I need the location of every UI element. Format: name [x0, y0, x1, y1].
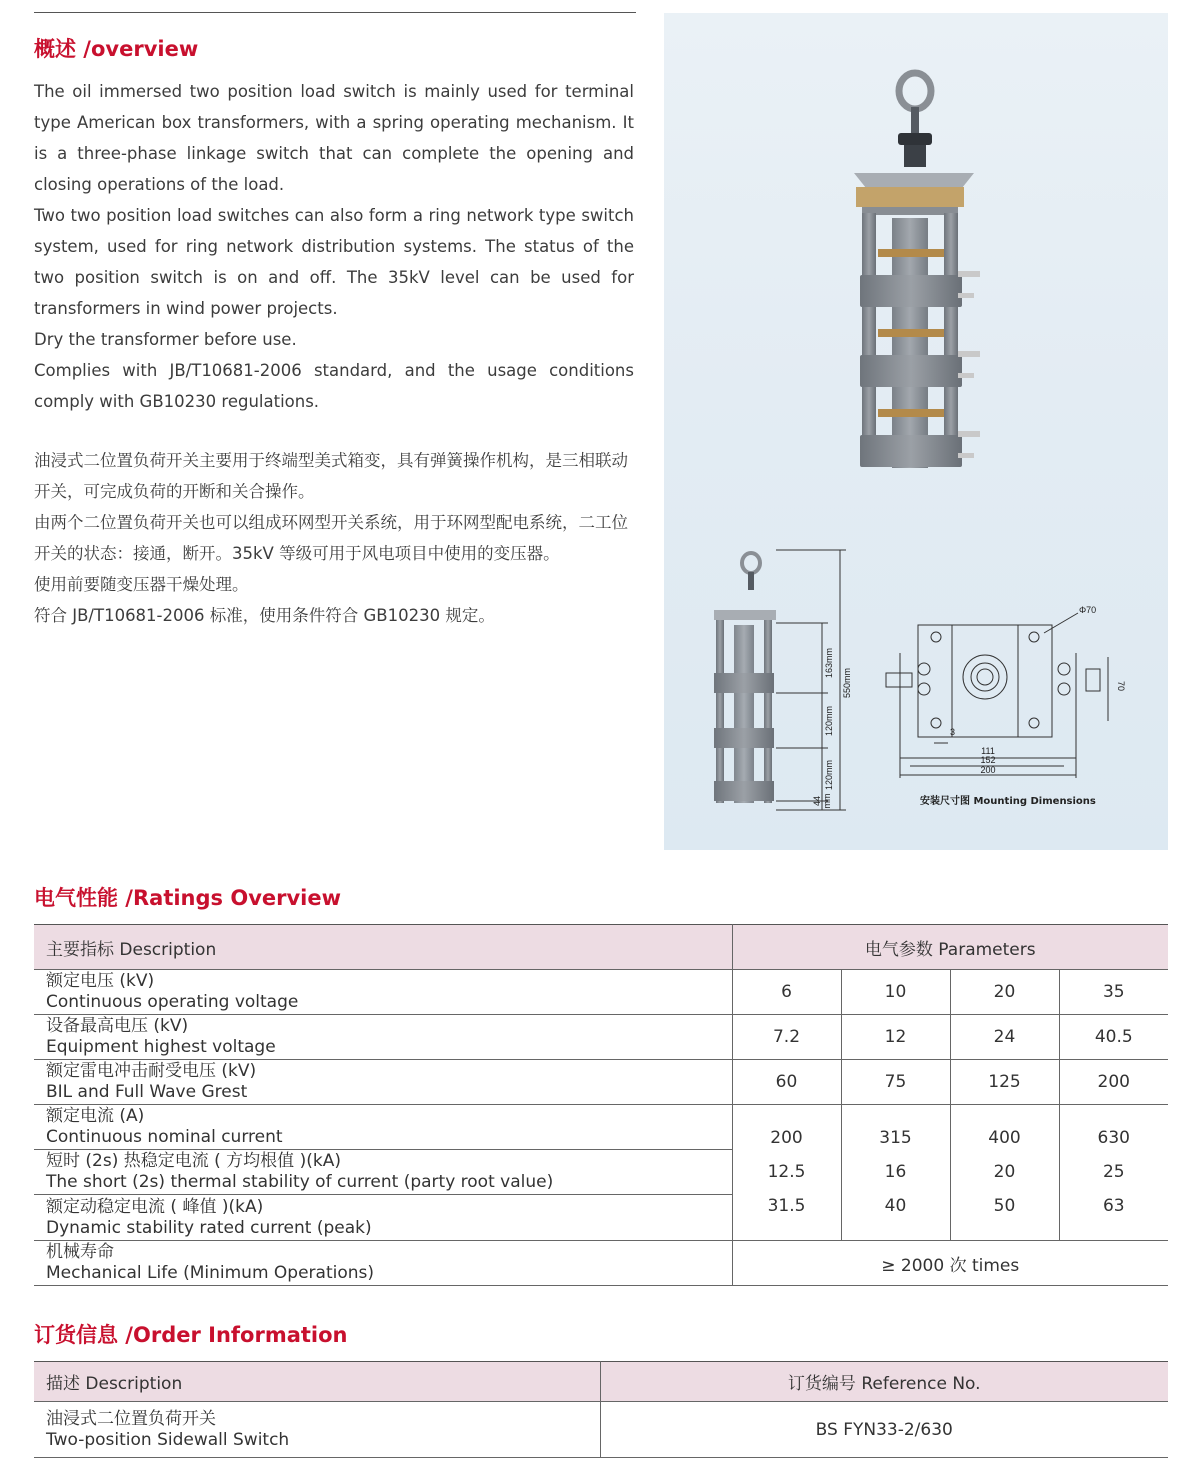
- cell-value: 25: [1102, 1162, 1125, 1182]
- reference-number: BS FYN33-2/630: [600, 1402, 1168, 1458]
- row-label-cn: 机械寿命: [46, 1242, 114, 1262]
- row-label-cn: 短时 (2s) 热稳定电流 ( 方均根值 )(kA): [46, 1151, 341, 1171]
- table-row: [34, 1060, 1168, 1105]
- table-row: [34, 1015, 1168, 1060]
- table-cell: 125: [950, 1060, 1059, 1105]
- cell-value: 315: [879, 1128, 912, 1148]
- row-label-cn: 额定电压 (kV): [46, 971, 155, 991]
- dim-152: 152: [980, 755, 996, 765]
- cell-value: 31.5: [767, 1196, 806, 1216]
- cell-value: 50: [993, 1196, 1016, 1216]
- cell-value: 20: [993, 1162, 1016, 1182]
- table-row: [34, 1402, 1168, 1458]
- row-description: [34, 1241, 732, 1286]
- ratings-header-description: 主要指标 Description: [34, 925, 732, 970]
- cell-value: 200: [770, 1128, 803, 1148]
- mounting-dimensions-drawing: [886, 613, 1108, 778]
- table-cell: 6: [732, 970, 841, 1015]
- row-description: [34, 1015, 732, 1060]
- top-rule: [34, 12, 636, 13]
- row-label-en: Continuous nominal current: [46, 1127, 283, 1147]
- ratings-header-row: [34, 925, 1168, 970]
- product-illustration: [664, 13, 1168, 850]
- dim-phi70: Φ70: [1079, 605, 1097, 615]
- ratings-header-parameters: 电气参数 Parameters: [732, 925, 1168, 970]
- overview-cn-paragraph: 油浸式二位置负荷开关主要用于终端型美式箱变，具有弹簧操作机构，是三相联动开关，可完成负荷的开断和关合操作。: [34, 451, 628, 501]
- table-cell: [950, 1105, 1059, 1241]
- table-cell: 35: [1059, 970, 1168, 1015]
- product-image-panel: [664, 13, 1168, 850]
- dim-mm: mm: [822, 793, 832, 809]
- table-row: [34, 970, 1168, 1015]
- table-cell: 7.2: [732, 1015, 841, 1060]
- row-label-en: The short (2s) thermal stability of current (party root value): [46, 1172, 554, 1192]
- row-label-cn: 额定动稳定电流 ( 峰值 )(kA): [46, 1196, 264, 1217]
- dim-111: 111: [981, 746, 995, 756]
- dim-120mm-lower: 120mm: [824, 759, 834, 791]
- cell-value: 63: [1102, 1196, 1125, 1216]
- row-label-en: Continuous operating voltage: [46, 992, 299, 1012]
- ratings-title: 电气性能 /Ratings Overview: [34, 886, 342, 910]
- row-label-cn: 额定雷电冲击耐受电压 (kV): [46, 1061, 257, 1081]
- table-cell: [841, 1105, 950, 1241]
- mounting-caption: 安装尺寸图 Mounting Dimensions: [920, 796, 1096, 807]
- order-header-reference: 订货编号 Reference No.: [600, 1362, 1168, 1402]
- overview-en-paragraph: Dry the transformer before use.: [34, 330, 297, 349]
- order-header-row: [34, 1362, 1168, 1402]
- table-cell: [732, 1105, 841, 1241]
- table-cell: ≥ 2000 次 times: [732, 1241, 1168, 1286]
- ratings-table: [34, 924, 1168, 1286]
- row-label-en: Dynamic stability rated current (peak): [46, 1217, 372, 1238]
- overview-english-text: [34, 76, 634, 417]
- row-label-en: Mechanical Life (Minimum Operations): [46, 1263, 375, 1283]
- overview-title: 概述 /overview: [34, 37, 199, 61]
- cell-value: 16: [884, 1162, 907, 1182]
- row-description: [34, 1060, 732, 1105]
- table-row-group: [34, 1105, 1168, 1241]
- row-description-group: [34, 1105, 732, 1241]
- dim-3: 3: [950, 727, 956, 737]
- dim-70: 70: [1116, 681, 1126, 692]
- row-label-en: BIL and Full Wave Grest: [46, 1082, 248, 1102]
- dim-550mm: 550mm: [842, 667, 852, 699]
- row-description: [34, 970, 732, 1015]
- cell-value: 630: [1097, 1128, 1130, 1148]
- row-label-en: Equipment highest voltage: [46, 1037, 276, 1057]
- overview-en-paragraph: The oil immersed two position load switch is mainly used for terminal type American box transformers, with a spring operating mechanism. It is a three-phase linkage switch that can complete the opening and closing operations of the load.: [34, 82, 634, 194]
- cell-value: 12.5: [767, 1162, 806, 1182]
- order-table: [34, 1361, 1168, 1458]
- row-description: [34, 1402, 600, 1458]
- overview-chinese-text: [34, 445, 636, 631]
- row-label-cn: 设备最高电压 (kV): [46, 1016, 189, 1036]
- table-cell: [1059, 1105, 1168, 1241]
- row-label-cn: 额定电流 (A): [46, 1106, 145, 1126]
- dim-44: 44: [812, 795, 822, 807]
- row-label-en: Two-position Sidewall Switch: [46, 1429, 290, 1450]
- dim-120mm-upper: 120mm: [824, 705, 834, 737]
- table-cell: 24: [950, 1015, 1059, 1060]
- side-view-drawing: [714, 550, 852, 810]
- order-header-description: 描述 Description: [34, 1362, 600, 1402]
- table-cell: 60: [732, 1060, 841, 1105]
- table-cell: 200: [1059, 1060, 1168, 1105]
- order-title: 订货信息 /Order Information: [34, 1323, 348, 1347]
- table-cell: 20: [950, 970, 1059, 1015]
- cell-value: 40: [884, 1196, 907, 1216]
- overview-cn-paragraph: 由两个二位置负荷开关也可以组成环网型开关系统，用于环网型配电系统，二工位开关的状态：接通，断开。35kV 等级可用于风电项目中使用的变压器。: [34, 513, 628, 563]
- table-cell: 10: [841, 970, 950, 1015]
- cell-value: 400: [988, 1128, 1021, 1148]
- dim-200: 200: [980, 765, 996, 775]
- overview-en-paragraph: Two two position load switches can also form a ring network type switch system, used for ring network distribution systems. The status of the two position switch is on and off. The 35kV level can be used for transformers in wind power projects.: [34, 206, 634, 318]
- overview-cn-paragraph: 使用前要随变压器干燥处理。: [34, 575, 249, 594]
- table-cell: 75: [841, 1060, 950, 1105]
- switch-photo: [854, 73, 980, 468]
- table-cell: 12: [841, 1015, 950, 1060]
- table-cell: 40.5: [1059, 1015, 1168, 1060]
- dim-163mm: 163mm: [824, 647, 834, 679]
- table-row: [34, 1241, 1168, 1286]
- overview-en-paragraph: Complies with JB/T10681-2006 standard, and the usage conditions comply with GB10230 regulations.: [34, 361, 634, 411]
- row-label-cn: 油浸式二位置负荷开关: [46, 1408, 216, 1429]
- overview-cn-paragraph: 符合 JB/T10681-2006 标准，使用条件符合 GB10230 规定。: [34, 606, 495, 625]
